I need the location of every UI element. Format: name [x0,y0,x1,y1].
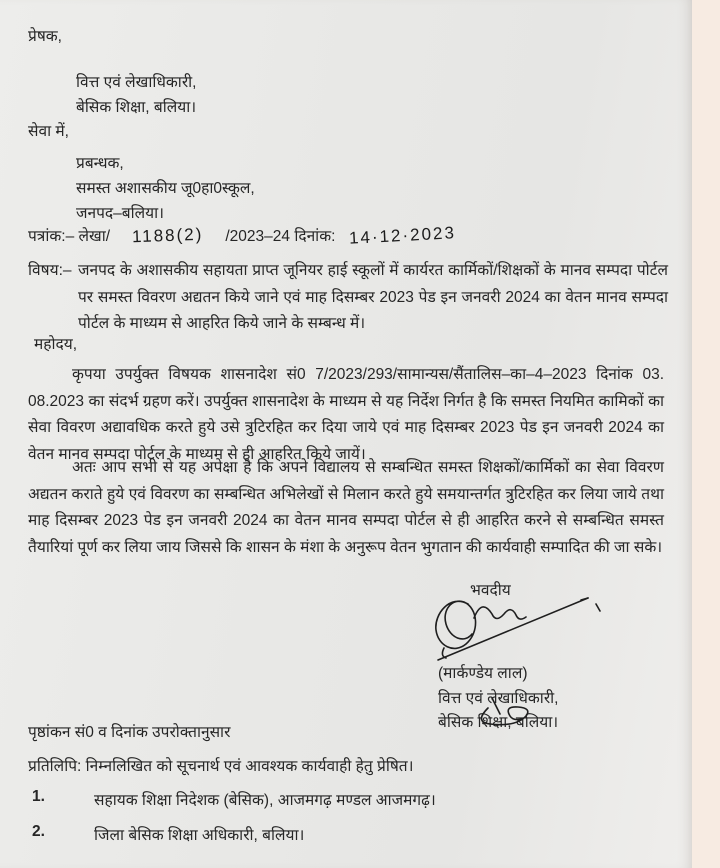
reference-middle: /2023–24 दिनांक: [225,228,336,245]
recipient-line-2: समस्त अशासकीय जू0हा0स्कूल, [76,180,255,197]
body-paragraph-2: अतः आप सभी से यह अपेक्षा है कि अपने विद्यालय से सम्बन्धित समस्त शिक्षकों/कार्मिकों का सेवा विवरण अद्यतन कराते हुये एवं विवरण का सम्बन्धित अभिलेखों से मिलान करते हुये समयान्तर्गत त्रुटिरहित कर लिया जाये तथा माह दिसम्बर 2023 पेड इन जनवरी 2024 का वेतन मानव सम्पदा पोर्टल से ही आहरित करने से सम्बन्धित समस्त तैयारियां पूर्ण कर लिया जाय जिससे कि शासन के मंशा के अनुरूप वेतन भुगतान की कार्यवाही सम्पादित की जा सके। [28,459,664,556]
copy-item-number: 2. [32,823,45,840]
reference-line [28,224,456,249]
subject-label: विषय:– [28,262,72,279]
initial-scribble [470,696,536,726]
recipient-address [76,151,255,226]
copy-item-text: जिला बेसिक शिक्षा अधिकारी, बलिया। [94,827,305,844]
sender-label: प्रेषक, [28,28,62,45]
subject-block [28,258,668,338]
subject-text: जनपद के अशासकीय सहायता प्राप्त जूनियर हाई स्कूलों में कार्यरत कार्मिकों/शिक्षकों के मानव सम्पदा पोर्टल पर समस्त विवरण अद्यतन किये जाने एवं माह दिसम्बर 2023 पेड इन जनवरी 2024 का वेतन मानव सम्पदा पोर्टल के माध्यम से आहरित किये जाने के सम्बन्ध में। [78,262,668,332]
copy-item-number: 1. [32,788,45,805]
copy-to-line: प्रतिलिपि: निम्नलिखित को सूचनार्थ एवं आवश्यक कार्यवाही हेतु प्रेषित। [28,758,414,775]
signatory-designation-1: वित्त एवं लेखाधिकारी, [438,689,559,707]
endorsement-line: पृष्ठांकन सं0 व दिनांक उपरोक्तानुसार [28,724,231,741]
reference-number-handwritten: 1188(2) [131,224,204,247]
copy-list-item [32,788,652,810]
recipient-line-3: जनपद–बलिया। [76,205,165,222]
reference-prefix: पत्रांक:– लेखा/ [28,228,111,245]
reference-date-handwritten: 14·12·2023 [348,223,457,248]
signatory-name: (मार्कण्डेय लाल) [438,665,528,682]
sender-line-1: वित्त एवं लेखाधिकारी, [76,74,197,91]
salutation: महोदय, [34,336,78,353]
copy-list-item [32,823,652,845]
recipient-label: सेवा में, [28,123,69,140]
copy-item-text: सहायक शिक्षा निदेशक (बेसिक), आजमगढ़ मण्डल आजमगढ़। [94,792,436,809]
sender-line-2: बेसिक शिक्षा, बलिया। [76,99,197,116]
closing-word: भवदीय [470,582,511,599]
signature-scribble [430,588,615,666]
recipient-line-1: प्रबन्धक, [76,155,124,172]
signatory-designation-2: बेसिक शिक्षा, बलिया। [438,714,559,731]
body-paragraph-1: कृपया उपर्युक्त विषयक शासनादेश सं0 7/2023/293/सामान्यस/सैंतालिस–का–4–2023 दिनांक 03. 08.2023 का संदर्भ ग्रहण करें। उपर्युक्त शासनादेश के माध्यम से यह निर्देश निर्गत है कि समस्त नियमित कामिकों का सेवा विवरण अद्यावधिक करते हुये उसे त्रुटिरहित कर दिया जाये एवं माह दिसम्बर 2023 पेड इन जनवरी 2024 का वेतन मानव सम्पदा पोर्टल के माध्यम से ही आहरित किये जायें। [28,366,664,463]
sender-address [76,70,196,120]
